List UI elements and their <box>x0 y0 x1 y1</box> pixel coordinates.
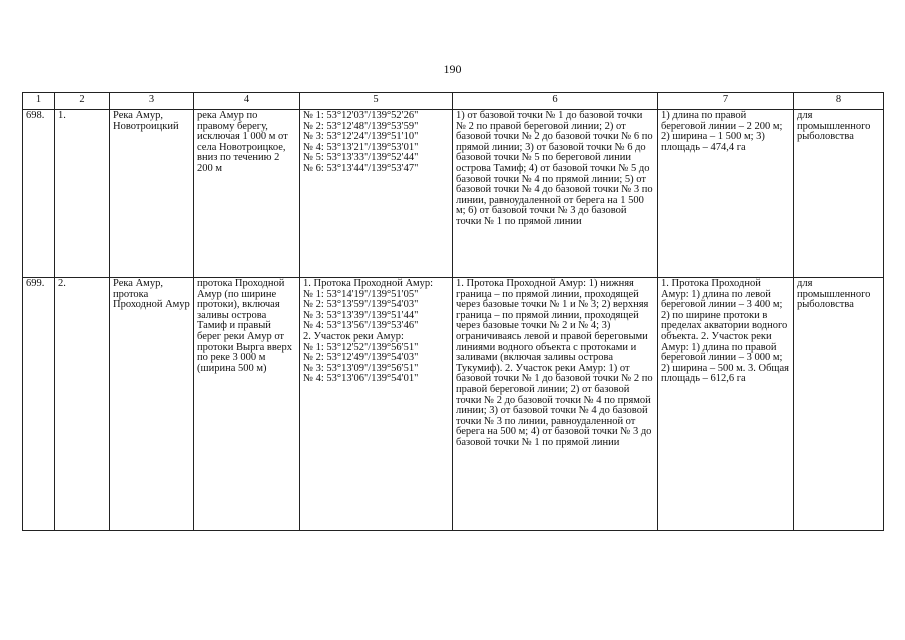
coordinate-line: № 2: 53°13'59"/139°54'03" <box>303 299 419 311</box>
coordinate-line: № 5: 53°13'33"/139°52'44" <box>303 152 419 164</box>
coordinate-line: № 3: 53°13'09"/139°56'51" <box>303 362 419 374</box>
area-size: 1. Протока Проходной Амур: 1) длина по левой береговой линии – 3 400 м; 2) по ширине протоки в пределах акватории водного объекта. 2. Участок реки Амур: 1) длина по правой береговой линии – 3 000 м; 2) ширина – 500 м. 3. Общая площадь – 612,6 га <box>658 278 794 531</box>
coordinate-line: 1. Протока Проходной Амур: <box>303 278 434 289</box>
row-number: 698. <box>23 110 55 278</box>
column-header: 1 <box>23 93 55 110</box>
area-purpose: для промышленного рыболовства <box>794 110 884 278</box>
coordinate-line: № 2: 53°12'48"/139°53'59" <box>303 120 419 132</box>
area-size: 1) длина по правой береговой линии – 2 200 м; 2) ширина – 1 500 м; 3) площадь – 474,4 га <box>658 110 794 278</box>
coordinate-line: № 1: 53°12'03"/139°52'26" <box>303 110 419 121</box>
area-borders: 1. Протока Проходной Амур: 1) нижняя граница – по прямой линии, проходящей через базовые точки № 1 и № 3; 2) верхняя граница – по прямой линии, проходящей через базовые точки № 2 и № 4; 3) ограничиваясь левой и правой береговыми линиями водного объекта с протоками и заливами (включая заливы острова Тукумиф). 2. Участок реки Амур: 1) от базовой точки № 1 до базовой точки № 2 по правой береговой линии; 2) от базовой точки № 2 до базовой точки № 4 по прямой линии; 3) от базовой точки № 4 до базовой точки № 3 по линии, равноудаленной от берега на 500 м; 4) от базовой точки № 3 до базовой точки № 1 по прямой линии <box>453 278 658 531</box>
coordinate-line: 2. Участок реки Амур: <box>303 330 404 342</box>
row-subnumber: 2. <box>55 278 110 531</box>
coordinate-line: № 4: 53°13'06"/139°54'01" <box>303 373 419 385</box>
coordinate-line: № 2: 53°12'49"/139°54'03" <box>303 352 419 364</box>
row-subnumber: 1. <box>55 110 110 278</box>
table-row <box>23 110 884 278</box>
coordinates-cell <box>300 110 453 278</box>
header-row <box>23 93 884 110</box>
column-header: 2 <box>55 93 110 110</box>
row-number: 699. <box>23 278 55 531</box>
coordinate-line: № 1: 53°12'52"/139°56'51" <box>303 341 419 353</box>
coordinates-cell <box>300 278 453 531</box>
coordinate-line: № 4: 53°13'56"/139°53'46" <box>303 320 419 332</box>
coordinate-line: № 6: 53°13'44"/139°53'47" <box>303 162 419 174</box>
column-header: 6 <box>453 93 658 110</box>
coordinate-line: № 3: 53°13'39"/139°51'44" <box>303 309 419 321</box>
table-row <box>23 278 884 531</box>
area-location: река Амур по правому берегу, исключая 1 000 м от села Новотроицкое, вниз по течению 2 200 м <box>194 110 300 278</box>
column-header: 5 <box>300 93 453 110</box>
area-name: Река Амур, протока Проходной Амур <box>110 278 194 531</box>
fishing-areas-table <box>22 92 884 531</box>
area-purpose: для промышленного рыболовства <box>794 278 884 531</box>
column-header: 4 <box>194 93 300 110</box>
area-name: Река Амур, Новотроицкий <box>110 110 194 278</box>
coordinate-line: № 3: 53°12'24"/139°51'10" <box>303 131 419 143</box>
coordinate-line: № 1: 53°14'19"/139°51'05" <box>303 288 419 300</box>
area-location: протока Проходной Амур (по ширине протоки), включая заливы острова Тамиф и правый берег реки Амур от протоки Вырга вверх по реке 3 000 м (ширина 500 м) <box>194 278 300 531</box>
coordinate-line: № 4: 53°13'21"/139°53'01" <box>303 141 419 153</box>
area-borders: 1) от базовой точки № 1 до базовой точки № 2 по правой береговой линии; 2) от базовой точки № 2 до базовой точки № 6 по прямой линии; 3) от базовой точки № 6 до базовой точки № 5 по береговой линии острова Тамиф; 4) от базовой точки № 5 до базовой точки № 4 по прямой линии; 5) от базовой точки № 4 до базовой точки № 3 по линии, равноудаленной от берега на 1 500 м; 6) от базовой точки № 3 до базовой точки № 1 по прямой линии <box>453 110 658 278</box>
column-header: 8 <box>794 93 884 110</box>
page-number: 190 <box>443 62 462 76</box>
column-header: 7 <box>658 93 794 110</box>
column-header: 3 <box>110 93 194 110</box>
